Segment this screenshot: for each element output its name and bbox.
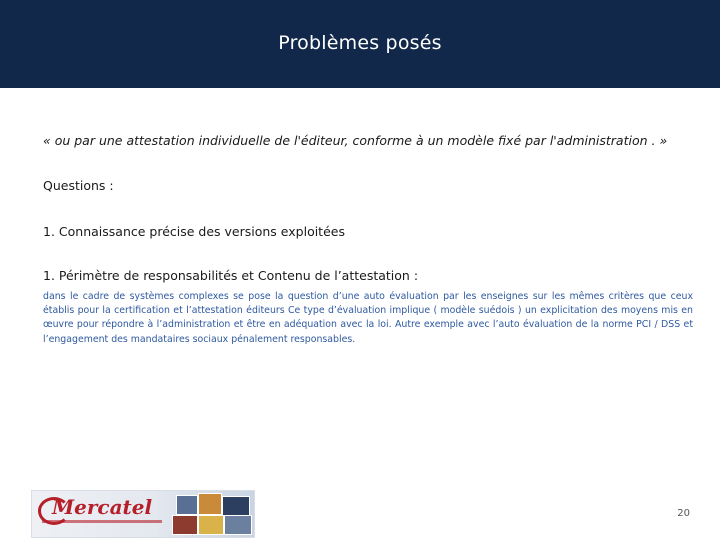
quote-text: « ou par une attestation individuelle de l'éditeur, conforme à un modèle fixé par l'administration . »	[43, 133, 668, 148]
title-bar	[0, 0, 720, 88]
logo-photo	[176, 495, 198, 515]
question-item-responsabilites: 1. Périmètre de responsabilités et Contenu de l’attestation :	[43, 268, 419, 283]
logo-wordmark: Mercatel	[52, 495, 153, 519]
logo-photo	[198, 515, 224, 535]
logo-tagline	[42, 520, 162, 523]
logo-photo	[198, 493, 222, 515]
logo-photo-collage	[172, 493, 254, 535]
page-number: 20	[677, 508, 690, 519]
detail-paragraph: dans le cadre de systèmes complexes se pose la question d’une auto évaluation par les enseignes sur les mêmes critères que ceux établis pour la certification et l’attestation éditeurs Ce type d’évaluation implique ( modèle suédois ) un explicitation des moyens mis en œuvre pour répondre à l’administration et être en adéquation avec la loi. Autre exemple avec l’auto évaluation de la norme PCI / DSS et l’engagement des mandataires sociaux pénalement responsables.	[43, 291, 693, 345]
mercatel-logo	[31, 490, 255, 538]
logo-photo	[224, 515, 252, 535]
logo-photo	[222, 496, 250, 516]
questions-label: Questions :	[43, 178, 114, 193]
question-item-versions: 1. Connaissance précise des versions exploitées	[43, 224, 345, 239]
logo-photo	[172, 515, 198, 535]
slide-title: Problèmes posés	[278, 32, 442, 54]
